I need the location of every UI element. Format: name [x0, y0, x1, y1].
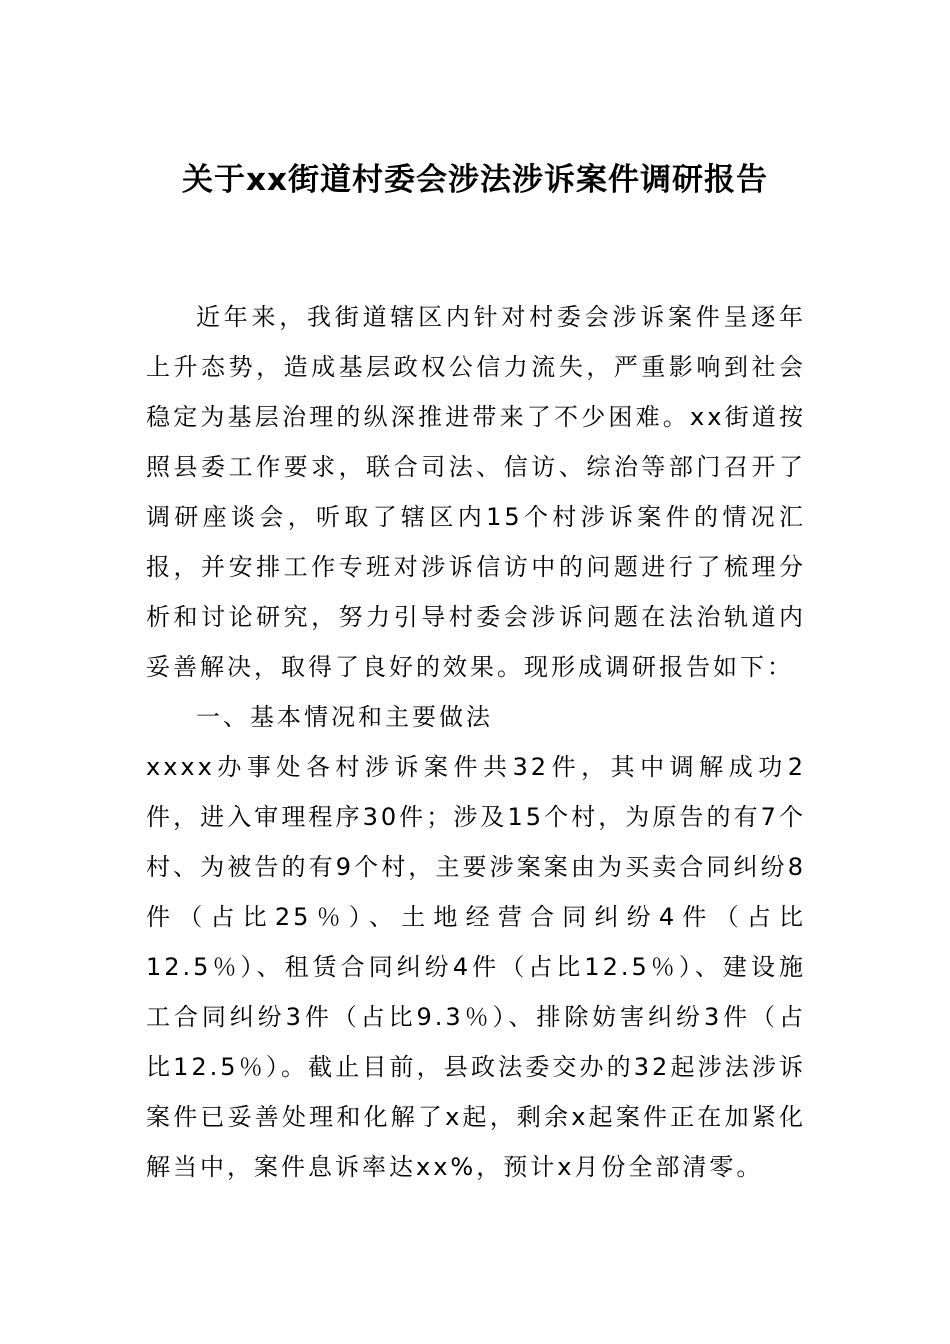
- section-paragraph: xxxx办事处各村涉诉案件共32件，其中调解成功2件，进入审理程序30件；涉及15个村，为原告的有7个村、为被告的有9个村，主要涉案案由为买卖合同纠纷8件（占比25％）、土地经营合同纠纷4件（占比12.5％）、租赁合同纠纷4件（占比12.5％）、建设施工合同纠纷3件（占比9.3％）、排除妨害纠纷3件（占比12.5％）。截止目前，县政法委交办的32起涉法涉诉案件已妥善处理和化解了x起，剩余x起案件正在加紧化解当中，案件息诉率达xx%，预计x月份全部清零。: [146, 753, 806, 1181]
- document-body: [146, 292, 806, 1192]
- intro-paragraph: 近年来，我街道辖区内针对村委会涉诉案件呈逐年上升态势，造成基层政权公信力流失，严重影响到社会稳定为基层治理的纵深推进带来了不少困难。xx街道按照县委工作要求，联合司法、信访、综治等部门召开了调研座谈会，听取了辖区内15个村涉诉案件的情况汇报，并安排工作专班对涉诉信访中的问题进行了梳理分析和讨论研究，努力引导村委会涉诉问题在法治轨道内妥善解决，取得了良好的效果。现形成调研报告如下：: [146, 303, 806, 681]
- document-title: 关于xx街道村委会涉法涉诉案件调研报告: [182, 162, 768, 198]
- section-heading: 一、基本情况和主要做法: [196, 703, 493, 731]
